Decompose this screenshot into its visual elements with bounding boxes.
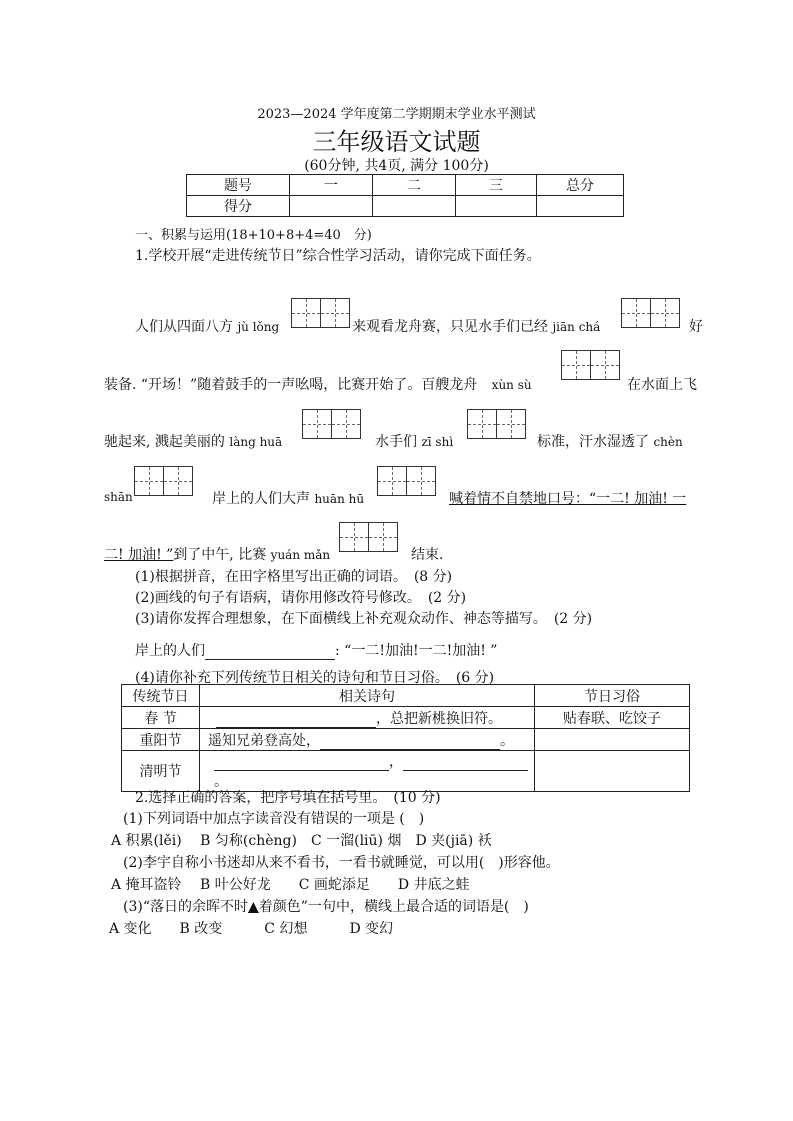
score-cell: 二	[373, 175, 456, 196]
passage-text: 岸上的人们大声	[212, 491, 310, 507]
passage-line	[352, 316, 600, 336]
score-cell: 题号	[187, 175, 290, 196]
passage-line	[375, 431, 453, 451]
score-cell: 得分	[187, 196, 290, 217]
festival-table	[121, 684, 690, 792]
pinyin: xùn sù	[491, 378, 532, 392]
pinyin: làng huā	[229, 435, 283, 449]
passage-line	[104, 374, 532, 394]
score-cell: 一	[290, 175, 373, 196]
table-header: 传统节日	[122, 685, 200, 707]
poem-text: 。	[500, 732, 514, 749]
tianzige-box[interactable]	[621, 298, 680, 328]
custom-input-cell[interactable]	[535, 751, 690, 792]
school-year-line: 2023—2024 学年度第二学期期末学业水平测试	[257, 107, 536, 122]
question-stem	[123, 896, 529, 916]
passage-text: 装备. “开场！”随着鼓手的一声吆喝，比赛开始了。百艘龙舟	[104, 377, 478, 393]
passage-line	[537, 431, 683, 451]
answer-suffix: : “一二!加油!一二!加油! ”	[335, 643, 498, 659]
task-line: (4)请你补充下列传统节日相关的诗句和节日习俗。 (6 分)	[135, 670, 495, 686]
festival-header-row	[122, 685, 690, 707]
score-cell: 三	[456, 175, 537, 196]
passage-text: 标准，汗水湿透了	[537, 434, 649, 450]
score-input-cell[interactable]	[456, 196, 537, 217]
passage-line	[212, 488, 364, 508]
answer-blank[interactable]	[205, 645, 335, 660]
answer-prefix: 岸上的人们	[135, 643, 205, 659]
festival-name: 清明节	[122, 751, 200, 792]
custom-input-cell[interactable]	[535, 729, 690, 751]
poem-text: 。	[214, 774, 228, 790]
task-line: (2)画线的句子有语病，请你用修改符号修改。 (2 分)	[135, 590, 467, 606]
poem-cell	[200, 729, 535, 751]
answer-blank[interactable]	[214, 756, 389, 771]
score-table-row	[187, 196, 624, 217]
pinyin: huān hū	[314, 492, 365, 506]
question-options: A 变化 B 改变 C 幻想 D 变幻	[109, 921, 394, 937]
festival-row	[122, 751, 690, 792]
score-input-cell[interactable]	[537, 196, 624, 217]
tianzige-box[interactable]	[134, 466, 193, 496]
festival-name: 春 节	[122, 707, 200, 729]
passage-text: 好	[689, 319, 703, 335]
passage-line	[135, 316, 279, 336]
question-options: A 积累(lěi) B 匀称(chèng) C 一溜(liū) 烟 D 夹(jiā) 袄	[111, 833, 492, 849]
table-header: 节日习俗	[535, 685, 690, 707]
question-stem: (1)下列词语中加点字读音没有错误的一项是 ( )	[123, 811, 425, 827]
tianzige-box[interactable]	[302, 409, 361, 439]
score-table	[186, 174, 624, 217]
passage-text: 在水面上飞	[627, 377, 697, 393]
passage-line	[104, 544, 330, 564]
pinyin: jù lǒng	[237, 320, 280, 334]
question-intro: 2.选择正确的答案，把序号填在括号里。 (10 分)	[135, 790, 441, 806]
answer-blank[interactable]	[320, 735, 500, 750]
passage-text: 人们从四面八方	[135, 319, 233, 335]
passage-line	[104, 431, 282, 451]
question-options: A 掩耳盗铃 B 叶公好龙 C 画蛇添足 D 井底之蛙	[111, 877, 470, 893]
tianzige-box[interactable]	[561, 350, 620, 380]
underlined-sentence: 喊着情不自禁地口号：“一二! 加油! 一	[449, 491, 687, 507]
poem-cell	[200, 751, 535, 792]
festival-row	[122, 729, 690, 751]
task-line: (1)根据拼音，在田字格里写出正确的词语。 (8 分)	[135, 569, 453, 585]
festival-row	[122, 707, 690, 729]
custom-cell: 贴春联、吃饺子	[535, 707, 690, 729]
pinyin: zī shì	[421, 435, 454, 449]
passage-text: 水手们	[375, 434, 417, 450]
section-heading: 一、积累与运用(18+10+8+4=40 分)	[135, 228, 372, 243]
blank-marker-icon: ▲	[248, 899, 259, 915]
score-input-cell[interactable]	[373, 196, 456, 217]
exam-info: (60分钟, 共4页, 满分 100分)	[304, 158, 489, 174]
pinyin: shān	[104, 490, 133, 504]
tianzige-box[interactable]	[467, 409, 526, 439]
tianzige-box[interactable]	[339, 522, 398, 552]
underlined-sentence: 二! 加油! ”	[104, 547, 174, 563]
passage-text: 结束.	[411, 547, 444, 563]
answer-blank[interactable]	[216, 713, 376, 728]
table-header: 相关诗句	[200, 685, 535, 707]
answer-blank[interactable]	[403, 756, 528, 771]
stem-text: (3)“落日的余晖不时	[123, 899, 248, 915]
poem-cell	[200, 707, 535, 729]
pinyin: yuán mǎn	[270, 548, 331, 562]
pinyin: chèn	[653, 435, 683, 449]
passage-text: 到了中午, 比赛	[173, 547, 267, 563]
score-table-row	[187, 175, 624, 196]
tianzige-box[interactable]	[377, 466, 436, 496]
task-answer-line	[135, 640, 497, 660]
score-input-cell[interactable]	[290, 196, 373, 217]
tianzige-box[interactable]	[291, 298, 350, 328]
poem-text: 遥知兄弟登高处，	[208, 732, 320, 749]
poem-text: ，总把新桃换旧符。	[376, 710, 502, 727]
pinyin: jiān chá	[552, 320, 601, 334]
festival-name: 重阳节	[122, 729, 200, 751]
score-cell: 总分	[537, 175, 624, 196]
passage-text: 来观看龙舟赛，只见水手们已经	[352, 319, 548, 335]
question-stem: (2)李宇自称小书迷却从来不看书，一看书就睡觉，可以用( )形容他。	[123, 855, 560, 871]
page-title: 三年级语文试题	[312, 128, 481, 156]
poem-text: ，	[389, 754, 403, 770]
question-intro: 1.学校开展“走进传统节日”综合性学习活动，请你完成下面任务。	[135, 248, 541, 264]
stem-text: 着颜色”一句中，横线上最合适的词语是( )	[258, 899, 529, 915]
task-line: (3)请你发挥合理想象，在下面横线上补充观众动作、神态等描写。 (2 分)	[135, 611, 593, 627]
passage-text: 驰起来, 溅起美丽的	[104, 434, 225, 450]
